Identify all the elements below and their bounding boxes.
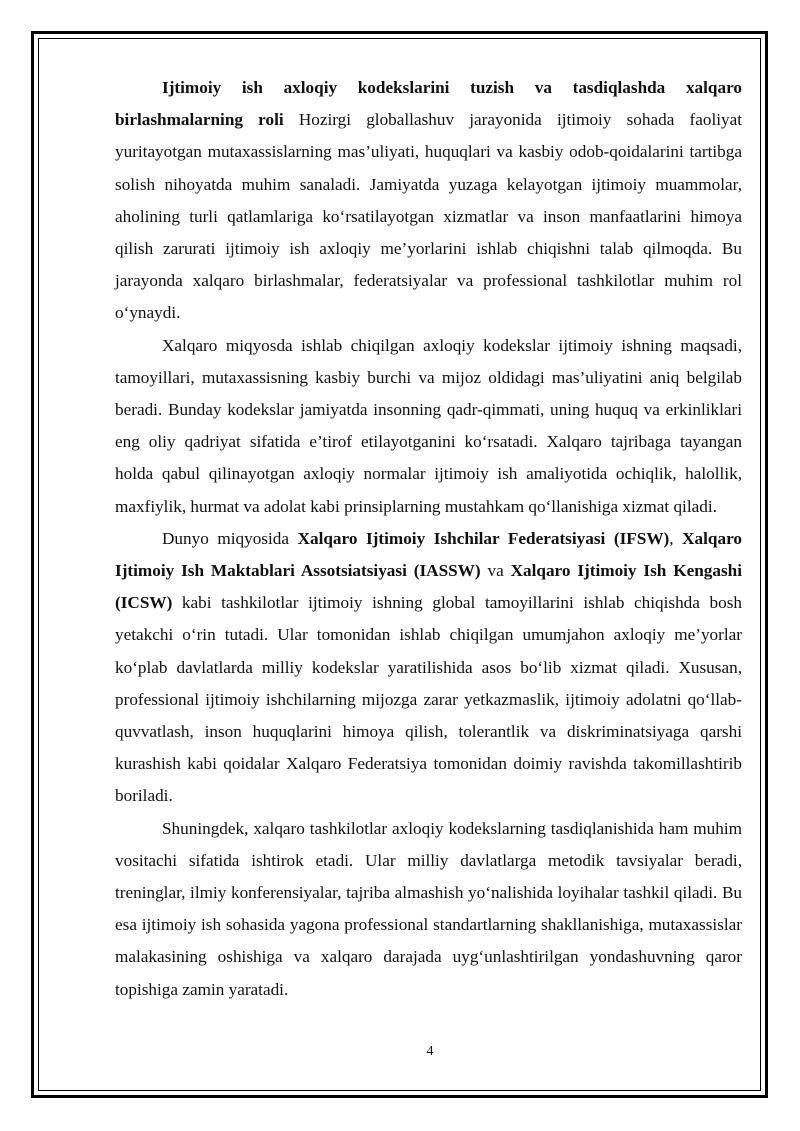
paragraph-3-text-2: , [669, 528, 683, 548]
paragraph-3-text-4: kabi tashkilotlar ijtimoiy ishning global tamoyillarini ishlab chiqishda bosh yetakchi o‘rin tutadi. Ular tomonidan ishlab chiqilgan umumjahon axloqiy me’yorlar ko‘plab davlatlarda milliy kodekslar yaratilishida asos bo‘lib xizmat qiladi. Xususan, professional ijtimoiy ishchilarning mijozga zarar yetkazmaslik, ijtimoiy adolatni qo‘llab-quvvatlash, inson huquqlarini himoya qilish, tolerantlik va diskriminatsiyaga qarshi kurashish kabi qoidalar Xalqaro Federatsiya tomonidan doimiy ravishda takomillashtirib boriladi. [115, 593, 742, 806]
paragraph-2 [115, 330, 742, 523]
paragraph-1-text: Hozirgi globallashuv jarayonida ijtimoiy sohada faoliyat yuritayotgan mutaxassislarning mas’uliyati, huquqlari va kasbiy odob-qoidalarini tartibga solish nihoyatda muhim sanaladi. Jamiyatda yuzaga kelayotgan ijtimoiy muammolar, aholining turli qatlamlariga ko‘rsatilayotgan xizmatlar va inson manfaatlarini himoya qilish zarurati ijtimoiy ish axloqiy me’yorlarini ishlab chiqishni talab qilmoqda. Bu jarayonda xalqaro birlashmalar, federatsiyalar va professional tashkilotlar muhim rol o‘ynaydi. [115, 110, 743, 323]
paragraph-4-text: Shuningdek, xalqaro tashkilotlar axloqiy kodekslarning tasdiqlanishida ham muhim vositachi sifatida ishtirok etadi. Ular milliy davlatlarga metodik tavsiyalar beradi, treninglar, ilmiy konferensiyalar, tajriba almashish yo‘nalishida loyihalar tashkil qiladi. Bu esa ijtimoiy ish sohasida yagona professional standartlarning shakllanishiga, mutaxassislar malakasining oshishiga va xalqaro darajada uyg‘unlashtirilgan yondashuvning qaror topishiga zamin yaratadi. [115, 818, 742, 999]
document-body [115, 72, 742, 1006]
org-iassw: Xalqaro Ijtimoiy Ish Maktablari Assotsiatsiyasi (IASSW) [115, 528, 742, 581]
paragraph-3 [115, 523, 742, 813]
paragraph-4 [115, 813, 742, 1006]
paragraph-3-text-3: va [480, 561, 511, 581]
org-icsw: Xalqaro Ijtimoiy Ish Kengashi (ICSW) [115, 561, 743, 613]
org-ifsw: Xalqaro Ijtimoiy Ishchilar Federatsiyasi (IFSW) [297, 528, 670, 548]
section-heading: Ijtimoiy ish axloqiy kodekslarini tuzish va tasdiqlashda xalqaro birlashmalarning roli [115, 78, 742, 130]
paragraph-3-text-1: Dunyo miqyosida [162, 528, 298, 548]
page-number: 4 [426, 1044, 434, 1059]
paragraph-2-text: Xalqaro miqyosda ishlab chiqilgan axloqiy kodekslar ijtimoiy ishning maqsadi, tamoyillari, mutaxassisning kasbiy burchi va mijoz oldidagi mas’uliyatini aniq belgilab beradi. Bunday kodekslar jamiyatda insonning qadr-qimmati, uning huquq va erkinliklari eng oliy qadriyat sifatida e’tirof etilayotganini ko‘rsatadi. Xalqaro tajribaga tayangan holda qabul qilinayotgan axloqiy normalar ijtimoiy ish amaliyotida ochiqlik, halollik, maxfiylik, hurmat va adolat kabi prinsiplarning mustahkam qo‘llanishiga xizmat qiladi. [115, 335, 742, 516]
paragraph-1 [115, 72, 742, 330]
